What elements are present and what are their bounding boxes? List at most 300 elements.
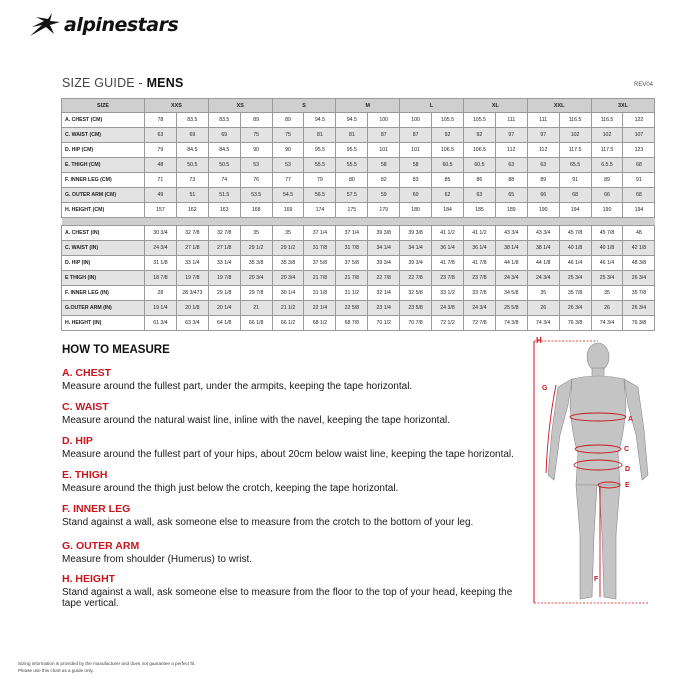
body-silhouette	[548, 343, 648, 599]
table-cell: 36 1/4	[463, 241, 495, 256]
table-cell: 43 3/4	[495, 226, 527, 241]
measure-item	[62, 367, 522, 392]
table-cell: 31 1/8	[145, 256, 177, 271]
table-cell: 85	[432, 173, 464, 188]
head	[587, 343, 609, 371]
size-header-cell: XL	[463, 99, 527, 113]
table-cell: 24 3/4	[463, 301, 495, 316]
table-cell: 63	[527, 158, 559, 173]
table-cell: 22 7/8	[400, 271, 432, 286]
table-cell: 106.5	[432, 143, 464, 158]
table-row	[62, 188, 655, 203]
size-header-cell: M	[336, 99, 400, 113]
brand-logo	[28, 12, 178, 38]
table-cell: 40 1/8	[559, 241, 591, 256]
size-header-cell: S	[272, 99, 336, 113]
measure-heading: G. OUTER ARM	[62, 540, 140, 552]
table-cell: 68 1/2	[304, 316, 336, 331]
table-cell: 106.5	[463, 143, 495, 158]
label-d: D	[625, 466, 631, 473]
table-cell: 97	[495, 128, 527, 143]
table-cell: 39 3/8	[400, 226, 432, 241]
table-cell: 38 1/4	[495, 241, 527, 256]
table-cell: 68	[559, 188, 591, 203]
table-cell: 31 1/8	[304, 286, 336, 301]
table-cell: 35 7/8	[559, 286, 591, 301]
table-cell: 23 5/8	[400, 301, 432, 316]
table-cell: 60	[400, 188, 432, 203]
table-row	[62, 203, 655, 218]
label-f: F	[594, 576, 599, 583]
table-cell: 174	[304, 203, 336, 218]
table-cell: 102	[591, 128, 623, 143]
table-cell: 107	[623, 128, 655, 143]
table-cell: 26 3/4	[623, 271, 655, 286]
table-cell: 39 3/4	[368, 256, 400, 271]
table-cell: 44 1/8	[527, 256, 559, 271]
table-cell: 45 7/8	[559, 226, 591, 241]
table-cell: 20 1/4	[208, 301, 240, 316]
table-cell: 80	[336, 173, 368, 188]
table-cell: 60.5	[463, 158, 495, 173]
measure-item	[62, 401, 522, 426]
table-row	[62, 173, 655, 188]
table-cell: 39 3/4	[400, 256, 432, 271]
table-cell: 86	[463, 173, 495, 188]
table-cell: 27 1/8	[208, 241, 240, 256]
table-section-divider	[62, 218, 655, 226]
table-cell: 116.5	[559, 113, 591, 128]
table-cell: 105.5	[432, 113, 464, 128]
table-cell: 90	[272, 143, 304, 158]
table-cell: 26	[591, 301, 623, 316]
measure-item	[62, 435, 522, 460]
table-row	[62, 256, 655, 271]
table-cell: 20 3/4	[272, 271, 304, 286]
measure-description: Measure around the natural waist line, inline with the navel, keeping the tape horizontal.	[62, 415, 451, 426]
table-cell: 76 3/8	[559, 316, 591, 331]
table-cell: 33 1/4	[176, 256, 208, 271]
table-cell: 72 7/8	[463, 316, 495, 331]
table-cell: 24 3/4	[145, 241, 177, 256]
table-cell: 95.5	[304, 143, 336, 158]
table-cell: 49	[145, 188, 177, 203]
table-cell: 65.5	[559, 158, 591, 173]
table-cell: 74 3/8	[495, 316, 527, 331]
table-cell: 34 1/4	[400, 241, 432, 256]
table-cell: 31 7/8	[336, 241, 368, 256]
table-cell: 168	[240, 203, 272, 218]
table-cell: 66 1/8	[240, 316, 272, 331]
table-cell: 57.5	[336, 188, 368, 203]
label-a: A	[628, 416, 634, 423]
alpinestars-star-icon	[28, 12, 62, 38]
measure-item	[62, 503, 522, 528]
table-cell: 175	[336, 203, 368, 218]
table-cell: 64 1/8	[208, 316, 240, 331]
size-header-cell: 3XL	[591, 99, 655, 113]
table-cell: 53	[272, 158, 304, 173]
table-cell: 53.5	[240, 188, 272, 203]
label-c: C	[624, 446, 630, 453]
table-cell: 34 1/4	[368, 241, 400, 256]
table-cell: 81	[336, 128, 368, 143]
table-cell: 21 1/2	[272, 301, 304, 316]
table-cell: 194	[559, 203, 591, 218]
table-cell: 41 1/2	[463, 226, 495, 241]
torso	[570, 376, 626, 485]
table-cell: 63	[145, 128, 177, 143]
table-cell: 21 7/8	[336, 271, 368, 286]
table-cell: 45 7/8	[591, 226, 623, 241]
table-row	[62, 316, 655, 331]
table-cell: 48	[623, 226, 655, 241]
table-cell: 87	[368, 128, 400, 143]
table-cell: 36 1/4	[432, 241, 464, 256]
table-cell: 53	[240, 158, 272, 173]
label-h: H	[536, 336, 542, 345]
table-cell: 18 7/8	[145, 271, 177, 286]
table-cell: 63 3/4	[176, 316, 208, 331]
disclaimer-line-1: Sizing information is provided by the manufacturer and does not guarantee a perfect fit.	[18, 661, 196, 666]
table-cell: 100	[368, 113, 400, 128]
table-cell: 40 1/8	[591, 241, 623, 256]
table-cell: 184	[432, 203, 464, 218]
table-cell: 83.5	[176, 113, 208, 128]
table-cell: 70 1/2	[368, 316, 400, 331]
table-cell: 35 3/8	[272, 256, 304, 271]
size-header-cell: L	[400, 99, 464, 113]
table-cell: 62	[432, 188, 464, 203]
table-cell: 43 3/4	[527, 226, 559, 241]
disclaimer-line-2: Please use this chart as a guide only.	[18, 668, 94, 673]
table-cell: 24 3/4	[495, 271, 527, 286]
measure-description: Measure from shoulder (Humerus) to wrist.	[62, 554, 253, 565]
table-row	[62, 158, 655, 173]
row-label: A. CHEST (IN)	[62, 226, 145, 241]
table-cell: 190	[527, 203, 559, 218]
table-cell: 20 1/8	[176, 301, 208, 316]
right-leg	[599, 485, 620, 599]
left-arm	[548, 379, 572, 480]
table-cell: 32 7/8	[176, 226, 208, 241]
table-cell: 180	[400, 203, 432, 218]
table-cell: 59	[368, 188, 400, 203]
size-header-cell: XXS	[145, 99, 209, 113]
table-header-row	[62, 99, 655, 113]
table-cell: 88	[495, 173, 527, 188]
table-row	[62, 271, 655, 286]
table-cell: 68	[623, 188, 655, 203]
table-cell: 78	[145, 113, 177, 128]
table-cell: 111	[495, 113, 527, 128]
table-cell: 111	[527, 113, 559, 128]
table-row	[62, 226, 655, 241]
table-cell: 194	[623, 203, 655, 218]
table-cell: 28 3/473	[176, 286, 208, 301]
row-label: G. OUTER ARM (CM)	[62, 188, 145, 203]
table-cell: 60.5	[432, 158, 464, 173]
table-cell: 29 1/2	[272, 241, 304, 256]
table-cell: 35 3/8	[240, 256, 272, 271]
table-cell: 29 7/8	[240, 286, 272, 301]
table-cell: 92	[432, 128, 464, 143]
table-cell: 41 7/8	[432, 256, 464, 271]
table-cell: 73	[176, 173, 208, 188]
table-cell: 112	[495, 143, 527, 158]
table-cell: 97	[527, 128, 559, 143]
measure-description: Measure around the fullest part, under the armpits, keeping the tape horizontal.	[62, 381, 413, 392]
table-cell: 75	[272, 128, 304, 143]
table-cell: 32 5/8	[400, 286, 432, 301]
row-label: C. WAIST (CM)	[62, 128, 145, 143]
table-cell: 35 7/8	[623, 286, 655, 301]
table-row	[62, 143, 655, 158]
table-cell: 162	[176, 203, 208, 218]
table-cell: 38 1/4	[527, 241, 559, 256]
table-cell: 19 7/8	[176, 271, 208, 286]
table-row	[62, 128, 655, 143]
table-cell: 190	[591, 203, 623, 218]
table-cell: 25 3/4	[591, 271, 623, 286]
table-cell: 100	[400, 113, 432, 128]
table-cell: 185	[463, 203, 495, 218]
table-cell: 189	[495, 203, 527, 218]
table-cell: 55.5	[336, 158, 368, 173]
table-cell: 179	[368, 203, 400, 218]
table-cell: 74	[208, 173, 240, 188]
table-cell: 83	[400, 173, 432, 188]
table-cell: 71	[145, 173, 177, 188]
table-cell: 24 3/4	[527, 271, 559, 286]
table-cell: 95.5	[336, 143, 368, 158]
table-cell: 81	[304, 128, 336, 143]
measure-description: Measure around the fullest part of your hips, about 20cm below waist line, keeping the tape horizontal.	[62, 449, 514, 460]
measure-heading: E. THIGH	[62, 469, 108, 481]
table-cell: 83.5	[208, 113, 240, 128]
body-measurement-figure	[528, 335, 668, 611]
table-cell: 117.5	[559, 143, 591, 158]
table-cell: 68 7/8	[336, 316, 368, 331]
row-label: E. THIGH (CM)	[62, 158, 145, 173]
row-label: E THIGH (IN)	[62, 271, 145, 286]
table-cell: 84.5	[176, 143, 208, 158]
table-cell: 112	[527, 143, 559, 158]
table-cell: 25 3/4	[559, 271, 591, 286]
size-header-cell: XXL	[527, 99, 591, 113]
table-cell: 39 3/8	[368, 226, 400, 241]
table-cell: 55.5	[304, 158, 336, 173]
table-cell: 92	[463, 128, 495, 143]
table-cell: 101	[400, 143, 432, 158]
measure-heading: H. HEIGHT	[62, 573, 116, 585]
table-cell: 169	[272, 203, 304, 218]
page-title	[62, 76, 183, 90]
measure-heading: A. CHEST	[62, 367, 112, 379]
table-cell: 82	[368, 173, 400, 188]
row-label: D. HIP (CM)	[62, 143, 145, 158]
table-cell: 51.5	[208, 188, 240, 203]
table-cell: 29 1/8	[208, 286, 240, 301]
table-cell: 105.5	[463, 113, 495, 128]
table-cell: 33 1/4	[208, 256, 240, 271]
how-to-measure-title: HOW TO MEASURE	[62, 344, 170, 356]
row-label: H. HEIGHT (IN)	[62, 316, 145, 331]
table-cell: 89	[527, 173, 559, 188]
table-cell: 22 7/8	[368, 271, 400, 286]
table-cell: 35	[240, 226, 272, 241]
table-cell: 94.5	[336, 113, 368, 128]
table-cell: 32 1/4	[368, 286, 400, 301]
table-cell: 33 1/2	[432, 286, 464, 301]
title-gender: MENS	[146, 76, 184, 90]
table-cell: 37 1/4	[336, 226, 368, 241]
table-cell: 32 7/8	[208, 226, 240, 241]
table-row	[62, 301, 655, 316]
table-cell: 26	[527, 301, 559, 316]
table-cell: 74 3/4	[591, 316, 623, 331]
table-cell: 94.5	[304, 113, 336, 128]
table-cell: 22 5/8	[336, 301, 368, 316]
disclaimer	[18, 660, 195, 674]
row-label: F. INNER LEG (CM)	[62, 173, 145, 188]
table-cell: 79	[145, 143, 177, 158]
table-cell: 25 5/8	[495, 301, 527, 316]
table-cell: 22 1/4	[304, 301, 336, 316]
table-cell: 102	[559, 128, 591, 143]
table-cell: 77	[272, 173, 304, 188]
table-cell: 21	[240, 301, 272, 316]
label-e: E	[625, 482, 630, 489]
divider-cell	[62, 218, 655, 226]
measure-item	[62, 573, 522, 609]
table-cell: 91	[559, 173, 591, 188]
measure-description: Stand against a wall, ask someone else to measure from the crotch to the bottom of your leg.	[62, 517, 474, 528]
table-cell: 35	[591, 286, 623, 301]
table-cell: 42 1/8	[623, 241, 655, 256]
measure-item	[62, 540, 522, 565]
table-cell: 34 5/8	[495, 286, 527, 301]
table-cell: 37 5/8	[304, 256, 336, 271]
title-prefix: SIZE GUIDE -	[62, 76, 147, 90]
table-cell: 26 3/4	[623, 301, 655, 316]
table-cell: 19 1/4	[145, 301, 177, 316]
table-cell: 74 3/4	[527, 316, 559, 331]
table-cell: 66	[591, 188, 623, 203]
table-cell: 58	[368, 158, 400, 173]
table-cell: 41 7/8	[463, 256, 495, 271]
measure-heading: F. INNER LEG	[62, 503, 131, 515]
table-cell: 19 7/8	[208, 271, 240, 286]
table-cell: 37 1/4	[304, 226, 336, 241]
table-cell: 76	[240, 173, 272, 188]
table-cell: 46 1/4	[591, 256, 623, 271]
table-cell: 56.5	[304, 188, 336, 203]
table-row	[62, 286, 655, 301]
table-cell: 26 3/4	[559, 301, 591, 316]
table-cell: 51	[176, 188, 208, 203]
table-cell: 30 1/4	[272, 286, 304, 301]
size-column-header: SIZE	[62, 99, 145, 113]
table-cell: 54.5	[272, 188, 304, 203]
table-cell: 33 7/8	[463, 286, 495, 301]
table-cell: 79	[304, 173, 336, 188]
table-cell: 84.5	[208, 143, 240, 158]
table-cell: 58	[400, 158, 432, 173]
table-cell: 89	[272, 113, 304, 128]
table-cell: 66	[527, 188, 559, 203]
table-cell: 46 1/4	[559, 256, 591, 271]
measure-heading: C. WAIST	[62, 401, 109, 413]
table-cell: 23 7/8	[432, 271, 464, 286]
table-cell: 157	[145, 203, 177, 218]
table-cell: 27 1/8	[176, 241, 208, 256]
table-cell: 35	[527, 286, 559, 301]
table-cell: 91	[623, 173, 655, 188]
revision-code: REV04	[633, 82, 653, 88]
row-label: D. HIP (IN)	[62, 256, 145, 271]
table-cell: 44 1/8	[495, 256, 527, 271]
table-cell: 31 7/8	[304, 241, 336, 256]
table-cell: 68	[623, 158, 655, 173]
row-label: G.OUTER ARM (IN)	[62, 301, 145, 316]
table-cell: 117.5	[591, 143, 623, 158]
table-cell: 37 5/8	[336, 256, 368, 271]
table-cell: 70 7/8	[400, 316, 432, 331]
table-cell: 23 7/8	[463, 271, 495, 286]
table-cell: 75	[240, 128, 272, 143]
measure-description: Measure around the thigh just below the crotch, keeping the tape horizontal.	[62, 483, 399, 494]
table-cell: 50.5	[176, 158, 208, 173]
table-cell: 163	[208, 203, 240, 218]
table-row	[62, 113, 655, 128]
table-cell: 23 1/4	[368, 301, 400, 316]
table-cell: 50.5	[208, 158, 240, 173]
table-cell: 101	[368, 143, 400, 158]
table-cell: 65	[495, 188, 527, 203]
row-label: H. HEIGHT (CM)	[62, 203, 145, 218]
table-cell: 90	[240, 143, 272, 158]
table-cell: 6.5.5	[591, 158, 623, 173]
table-cell: 89	[591, 173, 623, 188]
table-cell: 35	[272, 226, 304, 241]
row-label: C. WAIST (IN)	[62, 241, 145, 256]
size-chart-table	[61, 98, 655, 331]
measure-heading: D. HIP	[62, 435, 93, 447]
table-cell: 24 3/8	[432, 301, 464, 316]
table-cell: 123	[623, 143, 655, 158]
table-cell: 61 3/4	[145, 316, 177, 331]
table-cell: 63	[463, 188, 495, 203]
table-cell: 41 1/2	[432, 226, 464, 241]
table-cell: 122	[623, 113, 655, 128]
right-arm	[624, 379, 648, 480]
row-label: A. CHEST (CM)	[62, 113, 145, 128]
table-cell: 48 3/8	[623, 256, 655, 271]
brand-name: alpinestars	[64, 14, 179, 36]
table-cell: 63	[495, 158, 527, 173]
table-cell: 69	[208, 128, 240, 143]
table-cell: 29 1/2	[240, 241, 272, 256]
table-cell: 69	[176, 128, 208, 143]
table-cell: 30 3/4	[145, 226, 177, 241]
measure-item	[62, 469, 522, 494]
label-g: G	[542, 385, 548, 392]
size-header-cell: XS	[208, 99, 272, 113]
table-cell: 31 1/2	[336, 286, 368, 301]
row-label: F. INNER LEG (IN)	[62, 286, 145, 301]
table-row	[62, 241, 655, 256]
